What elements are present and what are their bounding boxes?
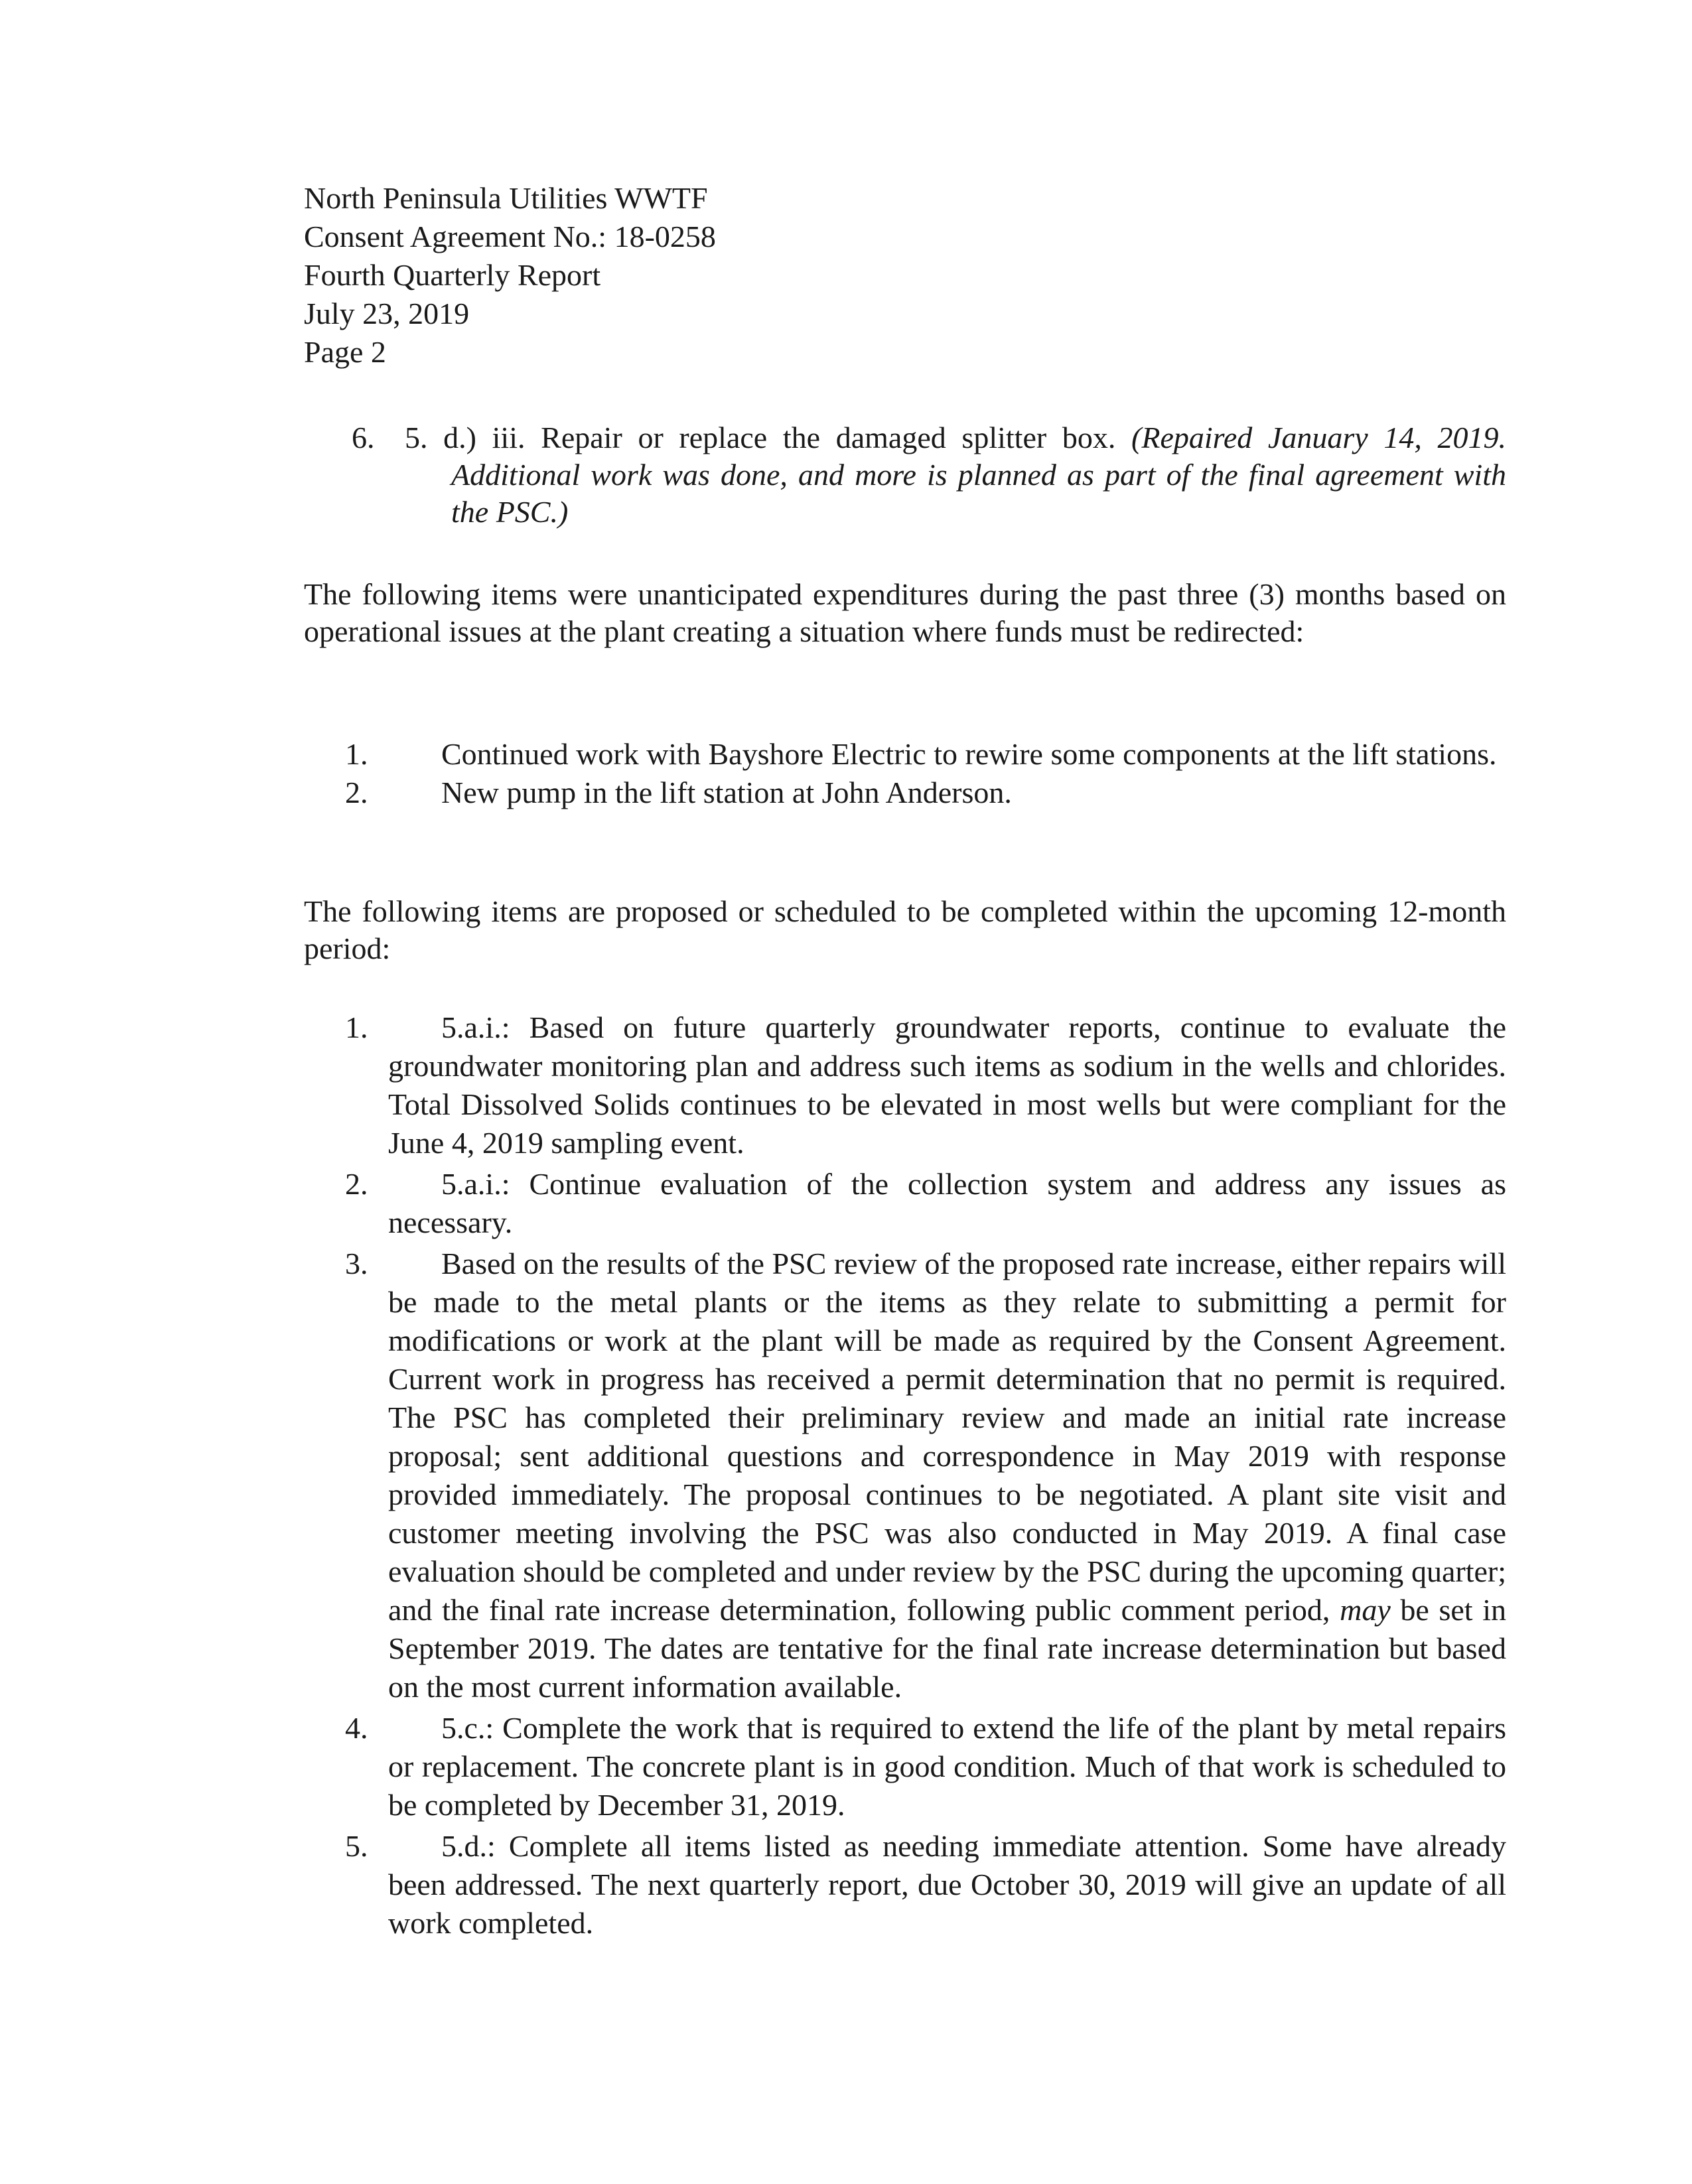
item6-text: 5. d.) iii. Repair or replace the damaged splitter box. xyxy=(405,421,1116,454)
proposed-list xyxy=(345,1008,1506,1943)
list-item-text: 5.a.i.: Continue evaluation of the collection system and address any issues as necessary. xyxy=(388,1167,1506,1239)
list-item-number: 3. xyxy=(345,1247,368,1280)
list-item xyxy=(345,1245,1506,1706)
list-item xyxy=(345,1827,1506,1943)
item3-text-after: be set in September 2019. The dates are tentative for the final rate increase determination but based on the most current information available. xyxy=(388,1593,1506,1704)
page-number: Page 2 xyxy=(304,335,386,369)
report-date: July 23, 2019 xyxy=(304,297,470,330)
list-item-number: 6. xyxy=(352,421,375,454)
list-item xyxy=(345,735,1506,774)
list-item-number: 4. xyxy=(345,1711,368,1745)
list-item-text: 5.d.: Complete all items listed as needing immediate attention. Some have already been addressed. The next quarterly report, due October 30, 2019 will give an update of all work completed. xyxy=(388,1829,1506,1940)
list-item-text: Continued work with Bayshore Electric to rewire some components at the lift stations. xyxy=(441,737,1497,771)
item3-text-before: Based on the results of the PSC review of the proposed rate increase, either repairs will be made to the metal plants or the items as they relate to submitting a permit for modifications or work at the plant will be made as required by the Consent Agreement. Current work in progress has received a permit determination that no permit is required. The PSC has completed their preliminary review and made an initial rate increase proposal; sent additional questions and correspondence in May 2019 with response provided immediately. The proposal continues to be negotiated. A plant site visit and customer meeting involving the PSC was also conducted in May 2019. A final case evaluation should be completed and under review by the PSC during the upcoming quarter; and the final rate increase determination, following public comment period, xyxy=(388,1247,1506,1627)
consent-agreement-number: Consent Agreement No.: 18-0258 xyxy=(304,220,716,253)
item6-italic-note: (Repaired January 14, 2019. Additional work was done, and more is planned as part of the final agreement with the PSC.) xyxy=(451,421,1506,529)
list-item xyxy=(345,774,1506,812)
list-item-number: 1. xyxy=(345,1010,368,1044)
unanticipated-intro: The following items were unanticipated expenditures during the past three (3) months based on operational issues at the plant creating a situation where funds must be redirected: xyxy=(304,577,1506,648)
list-item-6 xyxy=(352,419,1506,531)
proposed-intro: The following items are proposed or scheduled to be completed within the upcoming 12-month period: xyxy=(304,894,1506,965)
list-item-text: 5.a.i.: Based on future quarterly groundwater reports, continue to evaluate the groundwater monitoring plan and address such items as sodium in the wells and chlorides. Total Dissolved Solids continues to be elevated in most wells but were compliant for the June 4, 2019 sampling event. xyxy=(388,1010,1506,1160)
list-item-number: 2. xyxy=(345,1167,368,1201)
list-item-text: New pump in the lift station at John Anderson. xyxy=(441,776,1012,809)
unanticipated-list xyxy=(345,735,1506,812)
list-item-text xyxy=(352,419,1506,531)
item3-emphasis: may xyxy=(1340,1593,1391,1627)
list-item xyxy=(345,1008,1506,1162)
list-item-text xyxy=(388,1245,1506,1706)
list-item-number: 2. xyxy=(345,776,368,809)
facility-name: North Peninsula Utilities WWTF xyxy=(304,181,708,215)
list-item-text: 5.c.: Complete the work that is required to extend the life of the plant by metal repairs or replacement. The concrete plant is in good condition. Much of that work is scheduled to be completed by December 31, 2019. xyxy=(388,1711,1506,1822)
letter-header xyxy=(304,179,716,372)
list-item-number: 5. xyxy=(345,1829,368,1863)
list-item-number: 1. xyxy=(345,737,368,771)
list-item xyxy=(345,1709,1506,1824)
list-item xyxy=(345,1165,1506,1242)
report-title: Fourth Quarterly Report xyxy=(304,258,601,292)
